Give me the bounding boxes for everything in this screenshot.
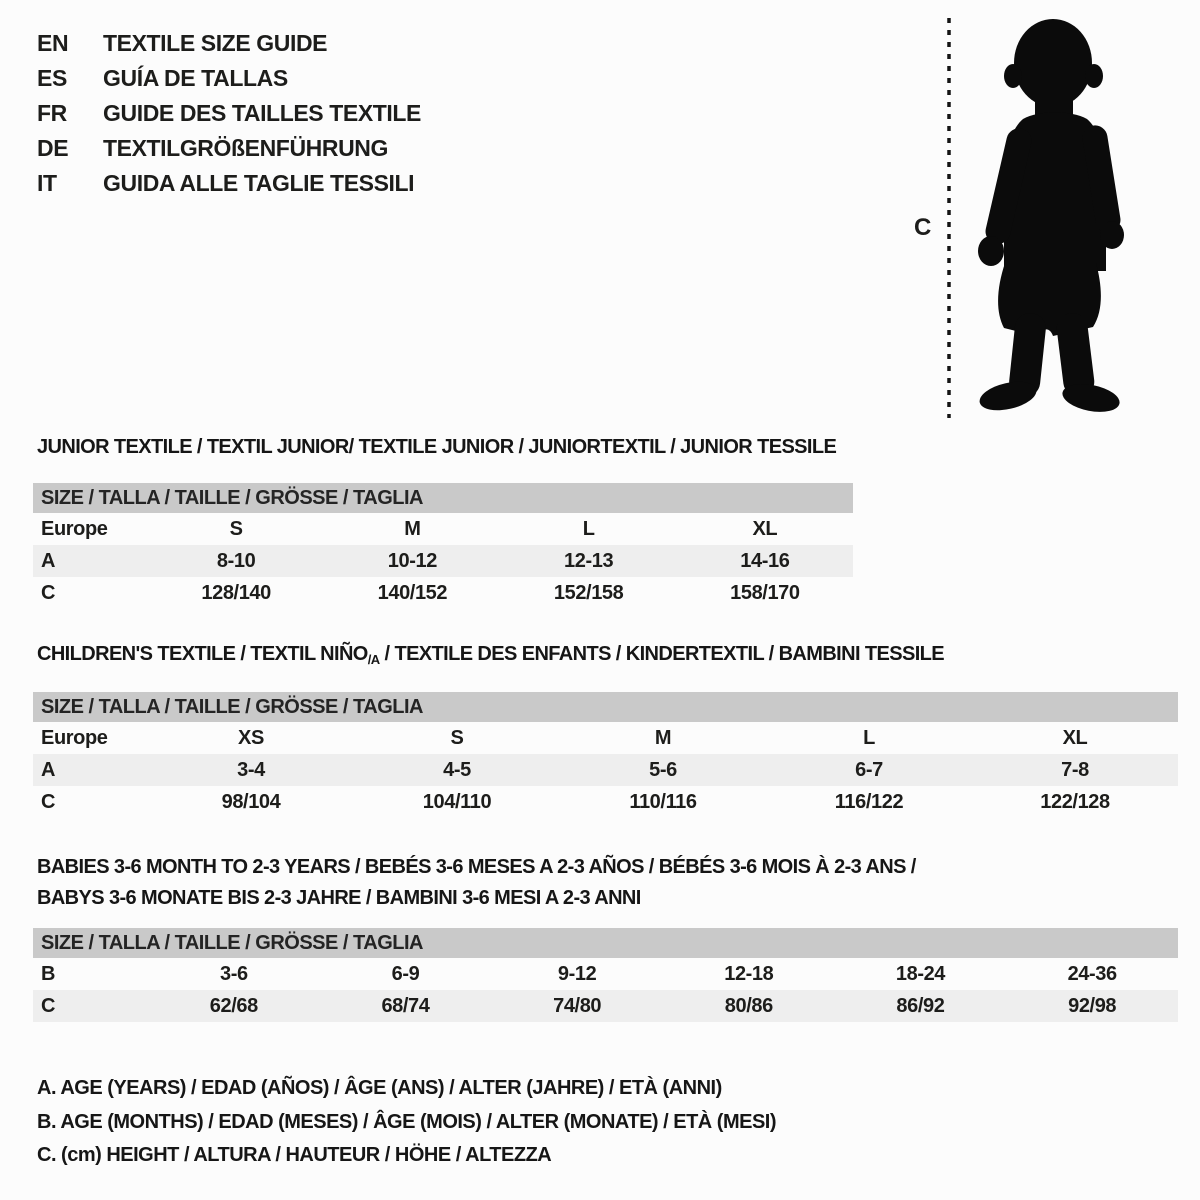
lang-row-fr: [37, 96, 421, 131]
measurement-legend: [37, 1072, 776, 1173]
children-section-title: [37, 643, 944, 666]
lang-label: GUÍA DE TALLAS: [103, 65, 288, 91]
table-cell: 18-24: [895, 962, 946, 985]
height-measure-label: C: [914, 214, 932, 241]
table-row-height: [33, 990, 1178, 1022]
height-measure-dashed-line: [946, 18, 952, 418]
table-cell: S: [450, 726, 464, 749]
title-subscript: /A: [367, 652, 380, 667]
table-cell: 24-36: [1067, 962, 1117, 985]
table-cell: 7-8: [1061, 758, 1089, 781]
table-cell: 68/74: [381, 994, 430, 1017]
table-cell: 128/140: [201, 581, 271, 604]
table-cell: 74/80: [553, 994, 602, 1017]
lang-code: EN: [37, 30, 69, 56]
table-cell: 122/128: [1040, 790, 1110, 813]
toddler-silhouette-icon: [963, 15, 1133, 415]
table-cell: 9-12: [557, 962, 597, 985]
table-row-europe: [33, 722, 1178, 754]
table-cell: 6-7: [855, 758, 883, 781]
table-cell: 10-12: [387, 549, 437, 572]
table-cell: 116/122: [834, 790, 904, 813]
row-label: A: [41, 758, 56, 781]
table-cell: L: [863, 726, 875, 749]
row-label: C: [41, 790, 56, 813]
row-label: A: [41, 549, 56, 572]
row-label: C: [41, 581, 56, 604]
table-row-age: [33, 545, 853, 577]
title-line-2: BABYS 3-6 MONATE BIS 2-3 JAHRE / BAMBINI 3-6 MESI A 2-3 ANNI: [37, 887, 641, 909]
table-cell: L: [582, 517, 595, 540]
children-size-table: [33, 692, 1178, 818]
table-row-europe: [33, 513, 853, 545]
table-header-row: [33, 928, 1178, 958]
table-cell: 8-10: [216, 549, 256, 572]
table-cell: 104/110: [422, 790, 492, 813]
legend-line-c: C. (cm) HEIGHT / ALTURA / HAUTEUR / HÖHE / ALTEZZA: [37, 1144, 552, 1166]
table-cell: 3-4: [237, 758, 265, 781]
lang-code: ES: [37, 65, 67, 91]
size-header-bar: SIZE / TALLA / TAILLE / GRÖSSE / TAGLIA: [33, 692, 1178, 722]
lang-row-de: [37, 131, 421, 166]
table-cell: 5-6: [649, 758, 677, 781]
table-cell: 86/92: [896, 994, 945, 1017]
table-cell: 98/104: [221, 790, 281, 813]
table-cell: S: [229, 517, 243, 540]
lang-code: DE: [37, 135, 69, 161]
table-row-height: [33, 786, 1178, 818]
language-title-block: [37, 26, 421, 201]
table-cell: 140/152: [377, 581, 448, 604]
lang-label: GUIDE DES TAILLES TEXTILE: [103, 100, 421, 126]
table-cell: 110/116: [629, 790, 697, 813]
table-cell: 158/170: [730, 581, 800, 604]
table-row-age: [33, 754, 1178, 786]
size-header-bar: SIZE / TALLA / TAILLE / GRÖSSE / TAGLIA: [33, 928, 1178, 958]
table-cell: 92/98: [1068, 994, 1117, 1017]
table-cell: 3-6: [219, 962, 248, 985]
babies-size-table: [33, 928, 1178, 1022]
lang-label: GUIDA ALLE TAGLIE TESSILI: [103, 170, 415, 196]
height-figure-area: [900, 10, 1160, 430]
table-row-height: [33, 577, 853, 609]
table-cell: 6-9: [391, 962, 420, 985]
junior-size-table: [33, 483, 853, 609]
lang-code: IT: [37, 170, 57, 196]
legend-line-b: B. AGE (MONTHS) / EDAD (MESES) / ÂGE (MOIS) / ALTER (MONATE) / ETÀ (MESI): [37, 1110, 777, 1133]
lang-row-es: [37, 61, 421, 96]
table-cell: XS: [238, 726, 264, 749]
legend-line-a: A. AGE (YEARS) / EDAD (AÑOS) / ÂGE (ANS) / ALTER (JAHRE) / ETÀ (ANNI): [37, 1077, 722, 1099]
table-header-row: [33, 483, 853, 513]
row-label: B: [41, 962, 56, 985]
table-cell: 62/68: [209, 994, 258, 1017]
table-header-row: [33, 692, 1178, 722]
table-cell: 12-13: [564, 549, 614, 572]
row-label: Europe: [41, 726, 108, 749]
table-cell: 4-5: [443, 758, 471, 781]
lang-code: FR: [37, 100, 67, 126]
table-cell: XL: [1062, 726, 1088, 749]
junior-section-title: JUNIOR TEXTILE / TEXTIL JUNIOR/ TEXTILE JUNIOR / JUNIORTEXTIL / JUNIOR TESSILE: [37, 436, 837, 458]
row-label: C: [41, 994, 56, 1017]
size-header-bar: SIZE / TALLA / TAILLE / GRÖSSE / TAGLIA: [33, 483, 853, 513]
babies-section-title: [37, 852, 916, 914]
table-row-months: [33, 958, 1178, 990]
table-cell: XL: [752, 517, 778, 540]
row-label: Europe: [41, 517, 108, 540]
lang-row-en: [37, 26, 421, 61]
title-line-1: BABIES 3-6 MONTH TO 2-3 YEARS / BEBÉS 3-6 MESES A 2-3 AÑOS / BÉBÉS 3-6 MOIS À 2-3 ANS /: [37, 856, 916, 878]
table-cell: M: [404, 517, 421, 540]
title-text: / TEXTILE DES ENFANTS / KINDERTEXTIL / BAMBINI TESSILE: [379, 643, 945, 665]
table-cell: M: [654, 726, 672, 749]
lang-label: TEXTILGRÖßENFÜHRUNG: [103, 135, 388, 161]
lang-row-it: [37, 166, 421, 201]
table-cell: 80/86: [724, 994, 773, 1017]
table-cell: 152/158: [553, 581, 624, 604]
title-text: CHILDREN'S TEXTILE / TEXTIL NIÑO: [37, 643, 368, 665]
table-cell: 12-18: [724, 962, 774, 985]
lang-label: TEXTILE SIZE GUIDE: [103, 30, 328, 56]
table-cell: 14-16: [740, 549, 790, 572]
